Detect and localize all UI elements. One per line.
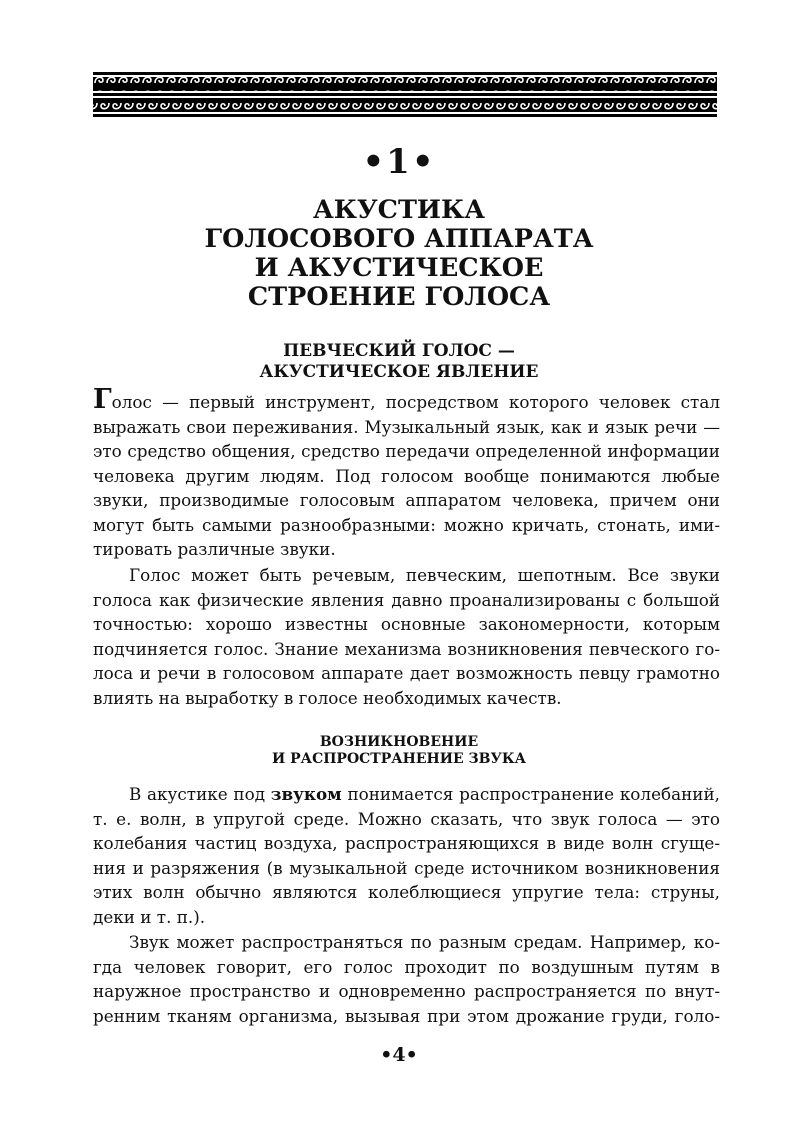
text-line: Звук может распространяться по разным средам. Например, ко-	[129, 932, 720, 952]
chapter-title-line: СТРОЕНИЕ ГОЛОСА	[247, 282, 551, 312]
chapter-number: •1•	[362, 142, 436, 182]
chapter-title	[0, 196, 798, 312]
text-line: подчиняется голос. Знание механизма возникновения певческого го-	[93, 638, 720, 659]
section-heading	[0, 734, 798, 768]
text-line: звуки, производимые голосовым аппаратом человека, причем они	[93, 490, 720, 510]
text-line: колебания частиц воздуха, распространяющихся в виде волн сгуще-	[93, 833, 720, 853]
paragraph	[93, 384, 720, 562]
text-line: В акустике под звуком понимается распространение колебаний,	[129, 784, 720, 804]
section-heading-line: АКУСТИЧЕСКОЕ ЯВЛЕНИЕ	[259, 362, 539, 382]
text-line: Голос может быть речевым, певческим, шепотным. Все звуки	[129, 565, 720, 585]
text-line: могут быть самыми разнообразными: можно кричать, стонать, ими-	[93, 514, 720, 535]
text-line: влиять на выработку в голосе необходимых качеств.	[93, 687, 562, 708]
paragraph	[93, 782, 720, 929]
chapter-title-line: И АКУСТИЧЕСКОЕ	[254, 253, 544, 283]
page-number: •4•	[380, 1044, 418, 1066]
text-line: ния и разряжения (в музыкальной среде источником возникновения	[93, 857, 720, 878]
text-line: ренним тканям организма, вызывая при этом дрожание груди, голо-	[93, 1005, 720, 1026]
text-line: тировать различные звуки.	[93, 539, 336, 559]
ornament-border	[93, 72, 717, 118]
text-line: человека другим людям. Под голосом вообще понимаются любые	[93, 465, 720, 486]
section-heading-line: ПЕВЧЕСКИЙ ГОЛОС —	[283, 341, 515, 361]
paragraph	[93, 930, 720, 1028]
paragraph	[93, 563, 720, 710]
text-line: голоса как физические явления давно проанализированы с большой	[93, 589, 720, 610]
text-line: это средство общения, средство передачи определенной информации	[93, 441, 720, 461]
bold-term: звуком	[270, 784, 342, 804]
text-line: этих волн обычно являются колеблющиеся упругие тела: струны,	[93, 882, 720, 902]
section-heading	[0, 341, 798, 383]
text-line: Голос — первый инструмент, посредством которого человек стал	[93, 384, 720, 415]
text-line: деки и т. п.).	[93, 906, 206, 927]
text-line: выражать свои переживания. Музыкальный язык, как и язык речи —	[93, 416, 720, 437]
text-line: наружное пространство и одновременно распространяется по внут-	[93, 981, 720, 1001]
chapter-title-line: АКУСТИКА	[313, 195, 485, 225]
text-line: т. е. волн, в упругой среде. Можно сказать, что звук голоса — это	[93, 808, 720, 829]
section-heading-line: И РАСПРОСТРАНЕНИЕ ЗВУКА	[272, 751, 526, 767]
text-line: лоса и речи в голосовом аппарате дает возможность певцу грамотно	[93, 663, 720, 683]
text-line: гда человек говорит, его голос проходит по воздушным путям в	[93, 956, 720, 977]
text-line: точностью: хорошо известны основные закономерности, которым	[93, 614, 720, 634]
drop-cap: Г	[93, 384, 112, 415]
section-heading-line: ВОЗНИКНОВЕНИЕ	[319, 734, 479, 750]
chapter-title-line: ГОЛОСОВОГО АППАРАТА	[204, 224, 594, 254]
